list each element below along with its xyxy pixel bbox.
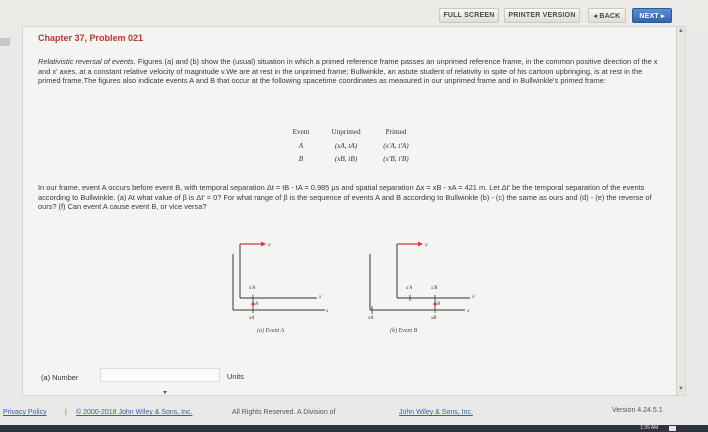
- problem-title: Chapter 37, Problem 021: [38, 33, 144, 43]
- table-cell-event-a: A: [298, 142, 304, 150]
- rights-text: All Rights Reserved. A Division of: [232, 409, 336, 416]
- os-taskbar: [0, 425, 708, 432]
- units-dropdown-caret-icon[interactable]: [163, 391, 167, 394]
- fig-b-x-b-mark: xB: [431, 316, 437, 321]
- table-header-event: Event: [292, 128, 310, 136]
- page-footer: [0, 405, 708, 425]
- table-cell-event-b: B: [298, 155, 304, 163]
- event-coordinates-table: [284, 128, 424, 170]
- table-cell-a-primed: (x'A, t'A): [383, 142, 409, 150]
- problem-question-paragraph: In our frame, event A occurs before event B, with temporal separation Δt = tB - tA = 0.985 μs and spatial separation Δx = xB - xA = 421 m. Let Δt' be the temporal separation of the events according to Bullwinkle. (a) At what value of β is Δt' = 0? For what range of β is the sequence of events A and B according to Bullwinkle (b) - (c) the same as ours and (d) - (e) the reverse of ours? (f) Can event A cause event B, or vice versa?: [38, 183, 652, 212]
- fig-a-xprime-axis-label: x': [319, 295, 323, 300]
- printer-version-button[interactable]: PRINTER VERSION: [504, 8, 580, 23]
- table-cell-b-unprimed: (xB, tB): [334, 155, 358, 163]
- footer-separator: |: [65, 409, 67, 416]
- fig-b-xprime-axis-label: x': [472, 295, 476, 300]
- wiley-link[interactable]: John Wiley & Sons, Inc.: [399, 409, 473, 416]
- fig-b-arrowhead-icon: [418, 242, 423, 247]
- back-button[interactable]: ◂ BACK: [588, 8, 626, 23]
- table-header-unprimed: Unprimed: [331, 128, 361, 136]
- figure-b: [367, 242, 476, 335]
- fig-b-xprime-a-mark: x'A: [406, 286, 413, 291]
- fig-b-velocity-label: v: [425, 242, 428, 249]
- version-text: Version 4.24.5.1: [612, 407, 663, 414]
- fig-a-caption: (a) Event A: [257, 328, 285, 334]
- answer-a-label: (a) Number: [41, 373, 79, 382]
- fig-b-event-label: B: [437, 302, 441, 307]
- copyright-link[interactable]: © 2000-2018 John Wiley & Sons, Inc.: [76, 409, 193, 416]
- scroll-up-icon[interactable]: ▲: [678, 28, 684, 34]
- units-label: Units: [227, 372, 244, 381]
- table-header-primed: Primed: [385, 128, 407, 136]
- answer-a-number-input[interactable]: [100, 368, 220, 382]
- frames-figure: [225, 232, 495, 342]
- table-cell-b-primed: (x'B, t'B): [383, 155, 409, 163]
- fig-a-arrowhead-icon: [261, 242, 266, 247]
- taskbar-clock: 1:39 AM: [640, 425, 659, 431]
- fig-b-xprime-b-mark: x'B: [431, 286, 438, 291]
- top-toolbar: [0, 0, 708, 26]
- fig-b-x-axis-label: x: [467, 309, 470, 314]
- fig-a-x-mark: xA: [249, 316, 255, 321]
- privacy-policy-link[interactable]: Privacy Policy: [3, 409, 47, 416]
- next-button[interactable]: NEXT ▸: [632, 8, 672, 23]
- figures-area: [225, 232, 495, 342]
- problem-topic: Relativistic reversal of events.: [38, 57, 136, 66]
- scrollbar[interactable]: [676, 27, 685, 395]
- left-edge-accent: [0, 38, 10, 46]
- problem-intro-paragraph: [38, 57, 658, 86]
- fig-a-event-label: A: [255, 302, 259, 307]
- scroll-down-icon[interactable]: ▼: [678, 386, 684, 392]
- fig-b-x-a-mark: xA: [368, 316, 374, 321]
- notification-icon[interactable]: [669, 426, 676, 431]
- fig-a-x-axis-label: x: [326, 309, 329, 314]
- table-cell-a-unprimed: (xA, tA): [334, 142, 358, 150]
- fig-b-caption: (b) Event B: [390, 328, 418, 334]
- problem-intro-text: Figures (a) and (b) show the (usual) situation in which a primed reference frame passes an unprimed reference frame, in the common positive direction of the x and x' axes, at a constant relative velocity of magnitude v.We are at rest in the unprimed frame; Bullwinkle, an astute student of relativity in spite of his cartoon upbringing, is at rest in the primed frame.The figures also indicate events A and B that occur at the following spacetime coordinates as measured in our unprimed frame and in Bullwinkle's primed frame:: [38, 57, 658, 86]
- figure-a: [233, 242, 329, 335]
- full-screen-button[interactable]: FULL SCREEN: [439, 8, 499, 23]
- fig-a-velocity-label: v: [268, 242, 271, 249]
- fig-a-xprime-mark: x'A: [249, 286, 256, 291]
